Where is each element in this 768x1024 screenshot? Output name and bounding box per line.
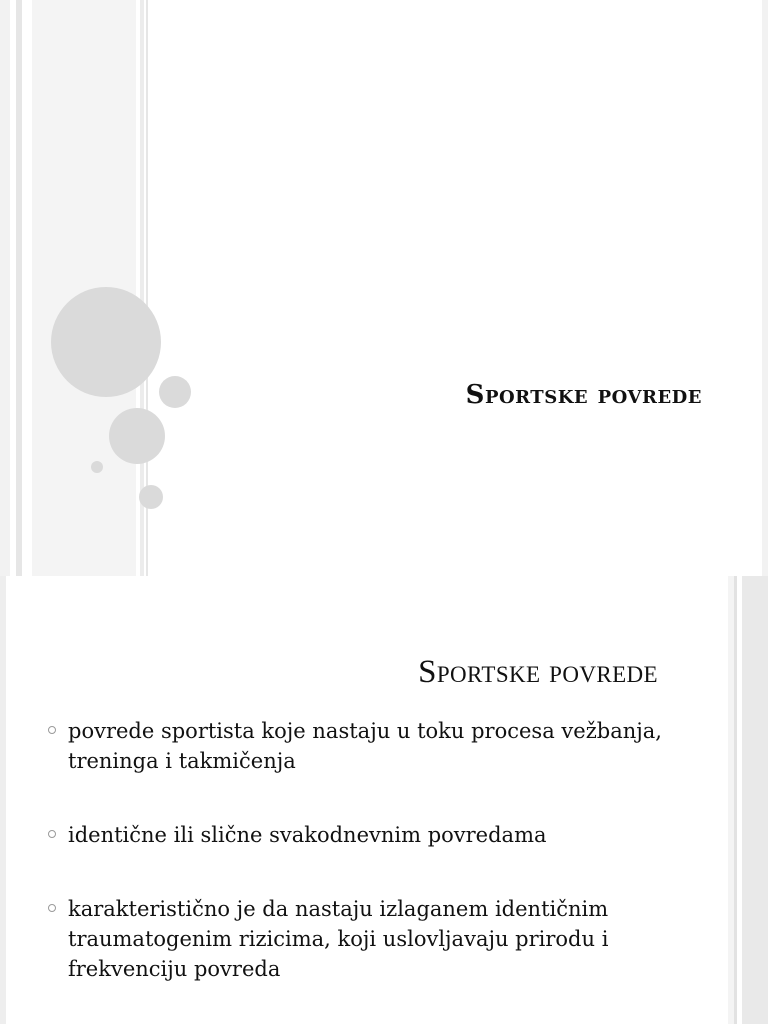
- decor-stripe: [0, 0, 10, 576]
- decor-stripe: [762, 0, 768, 576]
- decor-bubble-medium: [109, 408, 165, 464]
- list-item: [46, 894, 686, 984]
- bullet-text: karakteristično je da nastaju izlaganem identičnim traumatogenim rizicima, koji uslovljavaju prirodu i frekvenciju povreda: [68, 897, 609, 981]
- title-slide-heading: Sportske povrede: [465, 380, 702, 410]
- decor-stripe: [22, 0, 32, 576]
- content-slide: [0, 576, 768, 1024]
- decor-bubble-small: [159, 376, 191, 408]
- list-item: [46, 716, 686, 776]
- hollow-circle-bullet-icon: [48, 904, 56, 912]
- bullet-list: [46, 716, 686, 984]
- decor-bubble-large: [51, 287, 161, 397]
- content-slide-heading: Sportske povrede: [418, 654, 658, 690]
- decor-stripe: [0, 576, 6, 1024]
- decor-bubble-small: [139, 485, 163, 509]
- decor-bubble-tiny: [91, 461, 103, 473]
- bullet-text: povrede sportista koje nastaju u toku procesa vežbanja, treninga i takmičenja: [68, 719, 662, 773]
- decor-stripe: [742, 576, 768, 1024]
- hollow-circle-bullet-icon: [48, 726, 56, 734]
- hollow-circle-bullet-icon: [48, 830, 56, 838]
- bullet-text: identične ili slične svakodnevnim povredama: [68, 823, 547, 847]
- list-item: [46, 820, 686, 850]
